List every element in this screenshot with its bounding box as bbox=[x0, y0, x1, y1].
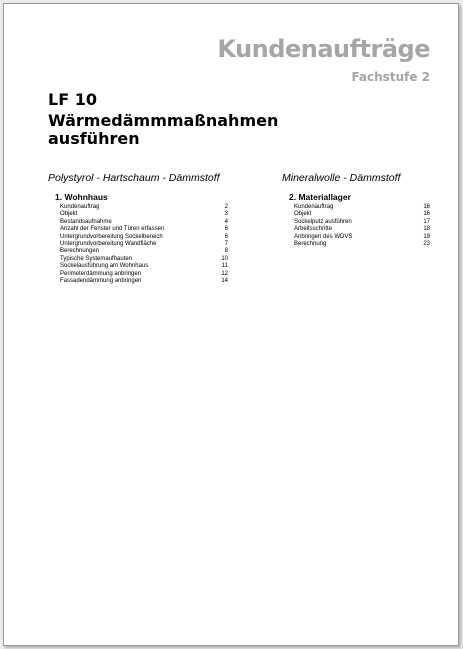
toc-entry-page: 7 bbox=[224, 241, 228, 248]
toc-entry bbox=[294, 211, 430, 218]
toc-entry-label: Berechnungen bbox=[60, 248, 100, 255]
toc-entry-page: 16 bbox=[423, 211, 430, 218]
toc-entry-label: Kundenauftrag bbox=[60, 204, 100, 210]
toc-entry bbox=[60, 263, 228, 270]
toc-entry bbox=[60, 226, 228, 233]
toc-entry-page: 6 bbox=[224, 226, 228, 233]
toc-entry bbox=[294, 204, 430, 211]
toc-entry-label: Anbringen des WDVS bbox=[294, 233, 353, 240]
toc-entry-label: Objekt bbox=[60, 211, 78, 218]
toc-entry-page: 11 bbox=[221, 263, 228, 270]
toc-entry-page: 19 bbox=[423, 233, 430, 240]
toc-entry-page: 6 bbox=[224, 233, 228, 240]
toc-entry bbox=[294, 219, 430, 226]
toc-entry bbox=[60, 219, 228, 226]
toc-entry-label: Berechnung bbox=[294, 241, 327, 248]
document-page bbox=[3, 3, 459, 646]
toc-entry-label: Sockelputz ausführen bbox=[294, 218, 352, 225]
toc-entry-page: 2 bbox=[224, 204, 228, 210]
toc-entry-page: 3 bbox=[224, 211, 228, 218]
toc-list bbox=[48, 204, 228, 285]
toc-entry bbox=[60, 241, 228, 248]
toc-column-left bbox=[48, 172, 228, 285]
document-subtitle: Fachstufe 2 bbox=[351, 70, 430, 84]
toc-entry-label: Sockelausführung am Wohnhaus bbox=[60, 263, 149, 270]
module-code: LF 10 bbox=[48, 90, 97, 109]
toc-entry bbox=[60, 278, 228, 285]
toc-column-right bbox=[282, 172, 432, 248]
toc-entry-label: Kundenauftrag bbox=[294, 204, 334, 210]
toc-entry-page: 10 bbox=[221, 255, 228, 262]
toc-entry-page: 14 bbox=[221, 278, 228, 285]
module-title-line-1: Wärmedämmmaßnahmen bbox=[48, 111, 279, 130]
toc-entry-page: 18 bbox=[423, 226, 430, 233]
toc-entry-label: Arbeitsschritte bbox=[294, 226, 333, 233]
column-heading: Mineralwolle - Dämmstoff bbox=[282, 172, 401, 184]
toc-entry-page: 17 bbox=[423, 218, 430, 225]
section-title: 1. Wohnhaus bbox=[55, 192, 108, 202]
toc-entry-label: Objekt bbox=[294, 211, 312, 218]
toc-entry bbox=[60, 248, 228, 255]
toc-entry bbox=[294, 226, 430, 233]
module-title bbox=[48, 112, 278, 148]
section-title: 2. Materiallager bbox=[289, 192, 351, 202]
toc-entry bbox=[60, 271, 228, 278]
toc-entry-label: Typische Systemaufbauten bbox=[60, 255, 133, 262]
toc-entry bbox=[60, 234, 228, 241]
document-title: Kundenaufträge bbox=[217, 35, 430, 63]
toc-entry-label: Anzahl der Fenster und Türen erfassen bbox=[60, 226, 165, 233]
module-title-line-2: ausführen bbox=[48, 129, 140, 148]
toc-entry-label: Untergrundvorbereitung Sockelbereich bbox=[60, 233, 163, 240]
toc-entry-label: Perimeterdämmung anbringen bbox=[60, 270, 142, 277]
toc-entry bbox=[60, 204, 228, 211]
toc-entry bbox=[294, 234, 430, 241]
toc-entry-label: Untergrundvorbereitung Wandfläche bbox=[60, 241, 157, 248]
toc-entry bbox=[60, 256, 228, 263]
toc-entry-label: Bestandsaufnahme bbox=[60, 218, 112, 225]
toc-entry bbox=[60, 211, 228, 218]
toc-entry-page: 16 bbox=[423, 204, 430, 210]
toc-entry-page: 23 bbox=[423, 241, 430, 248]
toc-entry-page: 8 bbox=[224, 248, 228, 255]
toc-entry bbox=[294, 241, 430, 248]
toc-list bbox=[282, 204, 432, 248]
toc-entry-label: Fassadendämmung anbringen bbox=[60, 278, 142, 285]
column-heading: Polystyrol - Hartschaum - Dämmstoff bbox=[48, 172, 220, 184]
toc-entry-page: 4 bbox=[224, 218, 228, 225]
toc-entry-page: 12 bbox=[221, 270, 228, 277]
